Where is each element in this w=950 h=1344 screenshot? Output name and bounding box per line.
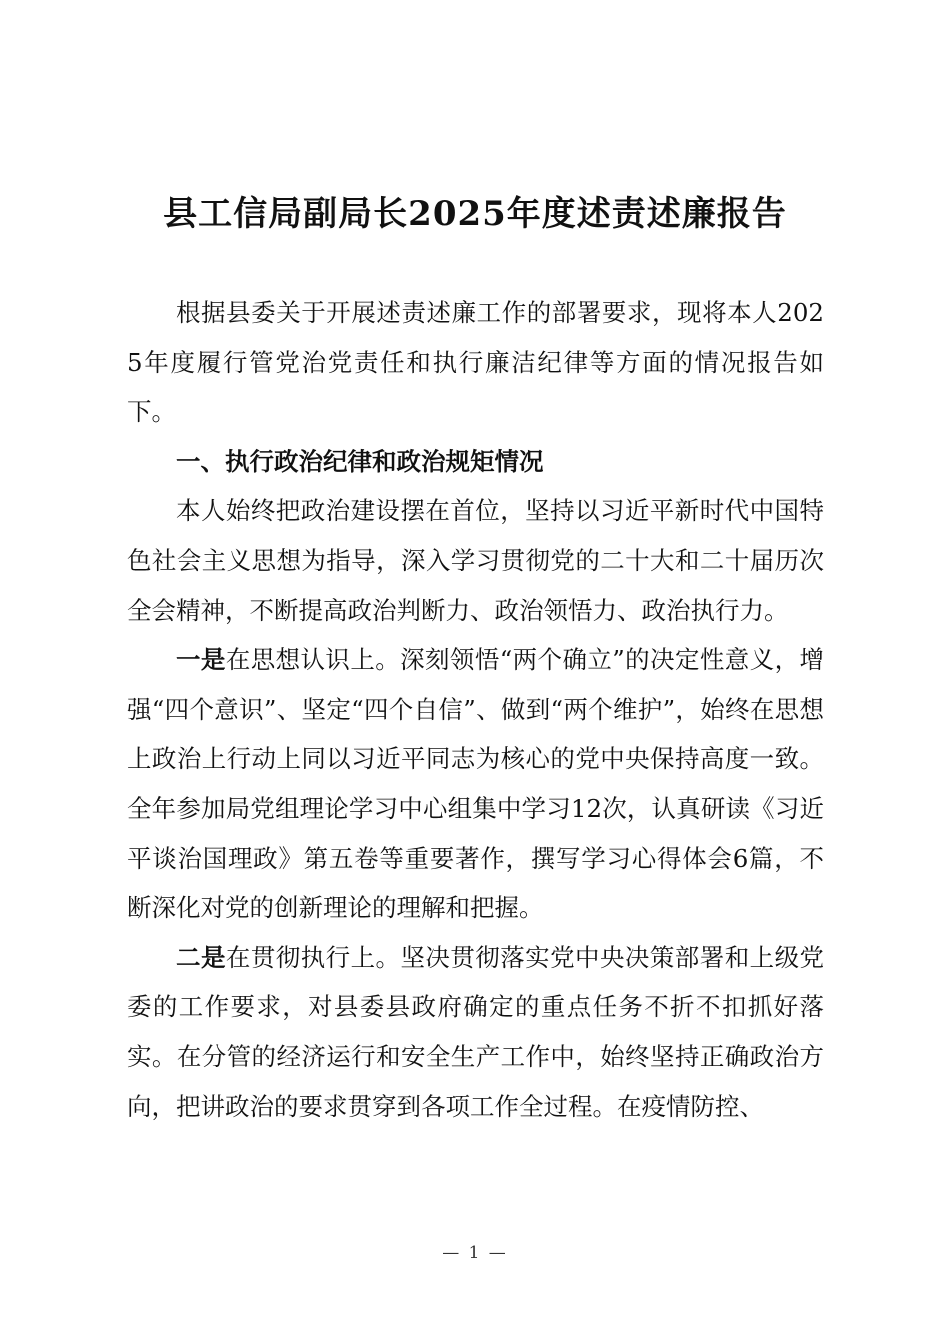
point-one-paragraph <box>127 635 824 933</box>
point-two-paragraph <box>127 933 824 1131</box>
page-number: — 1 — <box>442 1243 508 1263</box>
point-two-lead: 二是 <box>176 942 226 972</box>
point-one-lead: 一是 <box>176 645 226 675</box>
point-one-text: 在思想认识上。深刻领悟“两个确立”的决定性意义，增强“四个意识”、坚定“四个自信”、做到“两个维护”，始终在思想上政治上行动上同以习近平同志为核心的党中央保持高度一致。全年参加局党组理论学习中心组集中学习12次，认真研读《习近平谈治国理政》第五卷等重要著作，撰写学习心得体会6篇，不断深化对党的创新理论的理解和把握。 <box>127 645 824 923</box>
section-heading: 一、执行政治纪律和政治规矩情况 <box>176 446 544 476</box>
point-two-text: 在贯彻执行上。坚决贯彻落实党中央决策部署和上级党委的工作要求，对县委县政府确定的重点任务不折不扣抓好落实。在分管的经济运行和安全生产工作中，始终坚持正确政治方向，把讲政治的要求贯穿到各项工作全过程。在疫情防控、 <box>127 942 825 1121</box>
document-body <box>127 288 824 1131</box>
intro-paragraph: 根据县委关于开展述责述廉工作的部署要求，现将本人2025年度履行管党治党责任和执行廉洁纪律等方面的情况报告如下。 <box>127 298 824 427</box>
document-title: 县工信局副局长2025年度述责述廉报告 <box>163 194 787 234</box>
section-paragraph: 本人始终把政治建设摆在首位，坚持以习近平新时代中国特色社会主义思想为指导，深入学习贯彻党的二十大和二十届历次全会精神，不断提高政治判断力、政治领悟力、政治执行力。 <box>127 496 824 625</box>
